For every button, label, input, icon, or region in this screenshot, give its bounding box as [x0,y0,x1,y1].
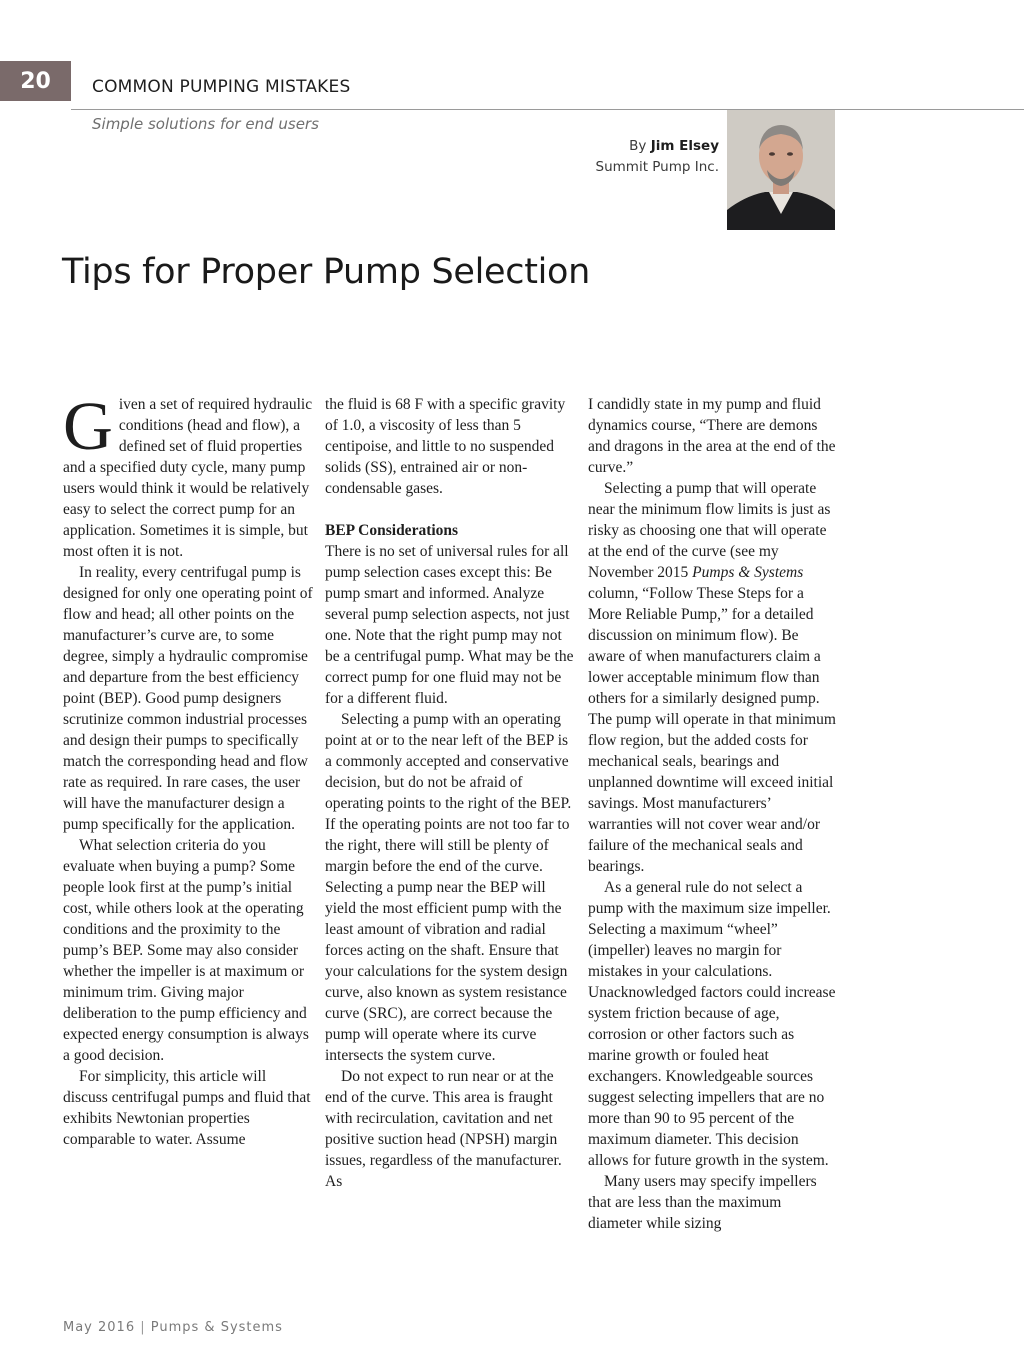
footer-separator: | [140,1320,146,1335]
author-name: Jim Elsey [650,138,719,154]
drop-cap: G [63,388,113,464]
article-column-3 [588,394,838,1234]
paragraph: In reality, every centrifugal pump is designed for only one operating point of flow and head; all other points on the manufacturer’s curve are, to some degree, simply a hydraulic compromise and departure from the best efficiency point (BEP). Good pump designers scrutinize common industrial processes and design their pumps to specifically match the corresponding head and flow rate as required. In rare cases, the user will have the manufacturer design a pump specifically for the application. [63,564,313,833]
author-company: Summit Pump Inc. [595,159,719,175]
author-photo [727,110,835,230]
paragraph-text: Selecting a pump that will operate near the minimum flow limits is just as risky as choosing one that will operate at the end of the curve (see my November 2015 [588,480,831,581]
paragraph: the fluid is 68 F with a specific gravity of 1.0, a viscosity of less than 5 centipoise, and little to no suspended solids (SS), entrained air or non-condensable gases. [325,396,566,497]
paragraph: There is no set of universal rules for all pump selection cases except this: Be pump smart and informed. Analyze several pump selection aspects, not just one. Note that the right pump may not be a centrifugal pump. What may be the correct pump for one fluid may not be for a different fluid. [325,543,574,707]
article-column-2 [325,394,575,1192]
footer-date: May 2016 [63,1320,136,1335]
paragraph: What selection criteria do you evaluate when buying a pump? Some people look first at the pump’s initial cost, while others look at the operating conditions and the proximity to the pump’s BEP. Some may also consider whether the impeller is at maximum or minimum trim. Giving major deliberation to the pump efficiency and expected energy consumption is always a good decision. [63,837,309,1064]
paragraph: As a general rule do not select a pump with the maximum size impeller. Selecting a maximum “wheel” (impeller) leaves no margin for mistakes in your calculations. Unacknowledged factors could increase system friction because of age, corrosion or other factors such as marine growth or fouled heat exchangers. Knowledgeable sources suggest selecting impellers that are no more than 90 to 95 percent of the maximum diameter. This decision allows for future growth in the system. [588,879,836,1169]
paragraph-text: column, “Follow These Steps for a More Reliable Pump,” for a detailed discussion on minimum flow). Be aware of when manufacturers claim a lower acceptable minimum flow than others for a similarly designed pump. The pump will operate in that minimum flow region, but the added costs for mechanical seals, bearings and unplanned downtime will exceed initial savings. Most manufacturers’ warranties will not cover wear and/or failure of the mechanical seals and bearings. [588,585,836,875]
paragraph: I candidly state in my pump and fluid dynamics course, “There are demons and dragons in the area at the end of the curve.” [588,396,836,476]
publication-reference: Pumps & Systems [692,564,804,581]
footer-publication: Pumps & Systems [150,1320,283,1335]
byline-by: By [629,138,647,154]
page-footer [63,1320,283,1335]
paragraph: For simplicity, this article will discuss centrifugal pumps and fluid that exhibits Newtonian properties comparable to water. Assume [63,1068,311,1148]
section-title: COMMON PUMPING MISTAKES [92,77,351,97]
paragraph-text: iven a set of required hydraulic conditions (head and flow), a defined set of fluid properties and a specified duty cycle, many pump users would think it would be relatively easy to select the correct pump for an application. Sometimes it is simple, but most often it is not. [63,396,313,560]
paragraph [63,388,313,562]
article-column-1 [63,388,313,1150]
author-portrait-icon [727,110,835,230]
paragraph: Many users may specify impellers that are less than the maximum diameter while sizing [588,1173,817,1232]
paragraph: Do not expect to run near or at the end of the curve. This area is fraught with recirculation, cavitation and net positive suction head (NPSH) margin issues, regardless of the manufacturer. As [325,1068,562,1190]
section-subtitle: Simple solutions for end users [92,115,319,133]
byline [596,136,719,178]
paragraph [588,478,838,877]
page-number: 20 [0,61,71,101]
header-rule [71,109,1024,110]
paragraph: Selecting a pump with an operating point at or to the near left of the BEP is a commonly accepted and conservative decision, but do not be afraid of operating points to the right of the BEP. If the operating points are not too far to the right, there will still be plenty of margin before the end of the curve. Selecting a pump near the BEP will yield the most efficient pump with the least amount of vibration and radial forces acting on the shaft. Ensure that your calculations for the system design curve, also known as system resistance curve (SRC), are correct because the pump will operate where its curve intersects the system curve. [325,711,572,1064]
article-title: Tips for Proper Pump Selection [62,252,591,292]
section-heading: BEP Considerations [325,522,459,539]
